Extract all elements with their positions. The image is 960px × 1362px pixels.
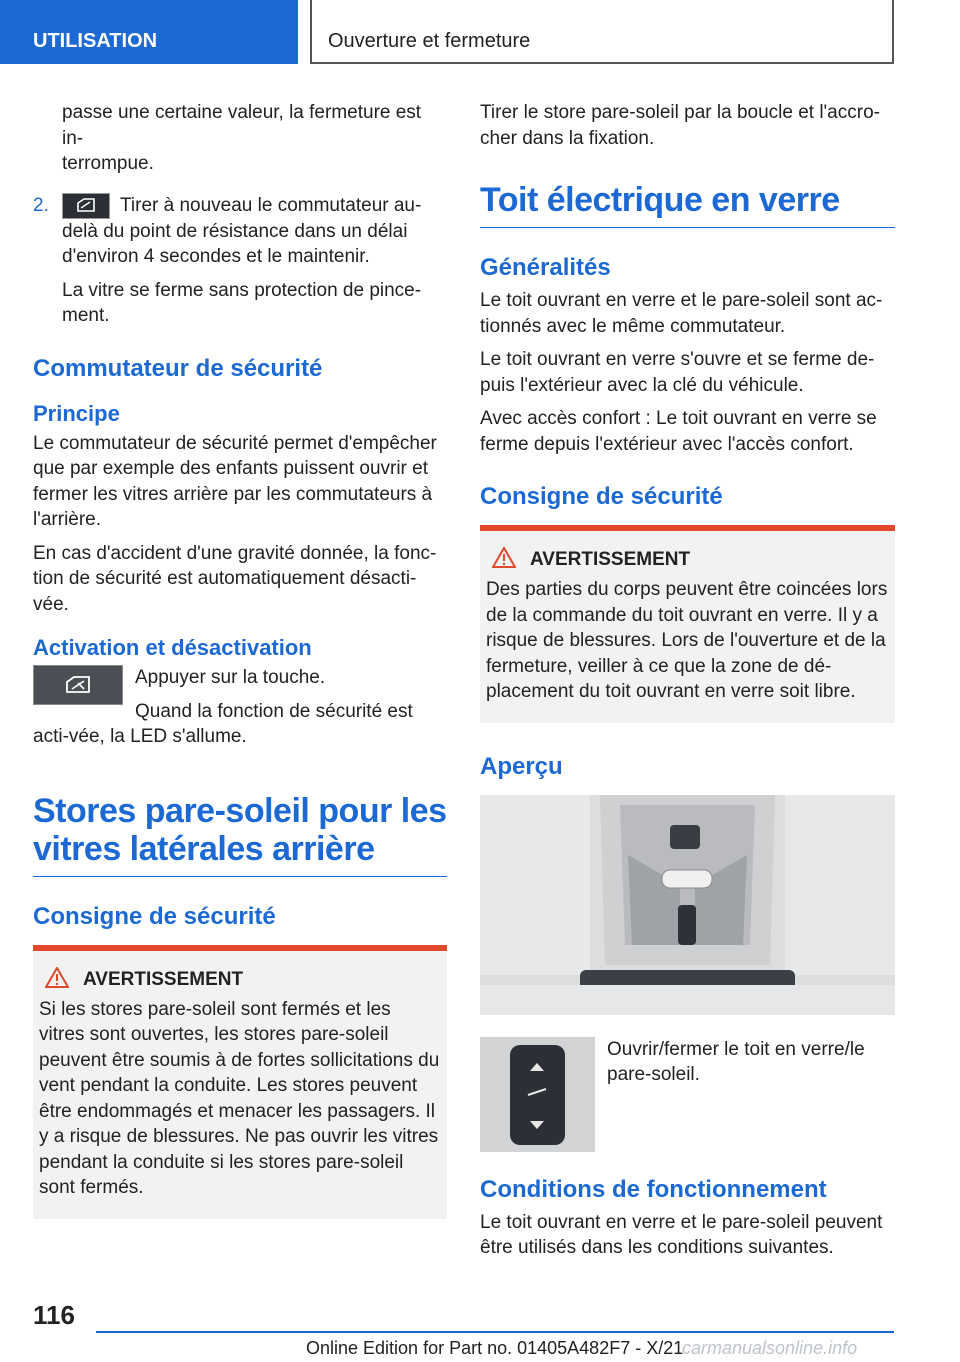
watermark: carmanualsonline.info	[682, 1338, 858, 1358]
step-number: 2.	[33, 194, 49, 216]
warning-box-sunblinds	[33, 945, 447, 1219]
activation-text-2: Quand la fonction de sécurité est acti-vée, la LED s'allume.	[33, 700, 413, 747]
warning-text: Si les stores pare-soleil sont fermés et les vitres sont ouvertes, les stores pare-soleil peuvent être soumis à de fortes sollicitations du vent pendant la conduite. Les stores peuvent être endommagés et menacer les passagers. Il y a risque de blessures. Ne pas ouvrir les vitres pendant la conduite si les stores pare-soleil sont fermés.	[39, 998, 440, 1198]
principle-text-2: En cas d'accident d'une gravité donnée, la fonc-tion de sécurité est automatiquement désacti-vée.	[33, 542, 437, 615]
sunblind-hook-text: Tirer le store pare-soleil par la boucle et l'accro-cher dans la fixation.	[480, 102, 880, 149]
warning-triangle-icon	[45, 967, 69, 988]
warning-box-roof	[480, 525, 895, 723]
step-2-text: Tirer à nouveau le commutateur au-delà du point de résistance dans un délai d'environ 4 secondes et le maintenir.	[62, 194, 422, 267]
safety-switch-heading: Commutateur de sécurité	[33, 354, 323, 382]
overhead-console-photo	[480, 795, 895, 1015]
activation-text-1: Appuyer sur la touche.	[135, 667, 326, 688]
roof-safety-heading: Consigne de sécurité	[480, 483, 723, 510]
chapter-title: Ouverture et fermeture	[310, 0, 894, 64]
conditions-heading: Conditions de fonctionnement	[480, 1175, 827, 1203]
sunblinds-heading: Stores pare-soleil pour les vitres latérales arrière	[33, 792, 447, 877]
step-2-note: La vitre se ferme sans protection de pince-ment.	[62, 279, 422, 326]
principle-text-1: Le commutateur de sécurité permet d'empêcher que par exemple des enfants puissent ouvrir et fermer les vitres arrière par les commutateurs à l'arrière.	[33, 432, 437, 530]
window-switch-icon	[62, 193, 110, 219]
general-text-3: Avec accès confort : Le toit ouvrant en verre se ferme depuis l'extérieur avec l'accès confort.	[480, 408, 877, 455]
roof-switch-photo	[480, 1037, 595, 1152]
activation-heading: Activation et désactivation	[33, 635, 312, 660]
general-text-1: Le toit ouvrant en verre et le pare-soleil sont ac-tionnés avec le même commutateur.	[480, 290, 883, 337]
footer-divider	[96, 1331, 894, 1333]
left-column	[33, 100, 447, 1219]
warning-title: AVERTISSEMENT	[486, 547, 889, 571]
glass-roof-heading: Toit électrique en verre	[480, 181, 895, 228]
child-lock-button-icon	[33, 665, 123, 705]
step-2	[33, 193, 447, 270]
right-column	[480, 100, 895, 1269]
activation-block	[33, 665, 447, 758]
sunblinds-safety-heading: Consigne de sécurité	[33, 902, 276, 930]
roof-switch-row	[480, 1037, 895, 1152]
general-heading: Généralités	[480, 254, 611, 281]
section-tab[interactable]: UTILISATION	[0, 0, 298, 64]
warning-title: AVERTISSEMENT	[39, 967, 441, 991]
intro-text: passe une certaine valeur, la fermeture est in- terrompue.	[62, 102, 422, 174]
roof-switch-caption: Ouvrir/fermer le toit en verre/le pare-soleil.	[607, 1038, 865, 1085]
overview-heading: Aperçu	[480, 752, 563, 780]
general-text-2: Le toit ouvrant en verre s'ouvre et se ferme de-puis l'extérieur avec la clé du véhicule.	[480, 349, 875, 396]
warning-text: Des parties du corps peuvent être coincées lors de la commande du toit ouvrant en verre. Il y a risque de blessures. Lors de l'ouverture et de la fermeture, veiller à ce que la zone de dé-placement du toit ouvrant en verre soit libre.	[486, 579, 888, 702]
edition-text: Online Edition for Part no. 01405A482F7 - X/21	[306, 1338, 684, 1358]
conditions-text: Le toit ouvrant en verre et le pare-soleil peuvent être utilisés dans les conditions suivantes.	[480, 1211, 883, 1258]
page-number: 116	[33, 1300, 75, 1330]
warning-triangle-icon	[492, 547, 516, 568]
principle-heading: Principe	[33, 400, 120, 426]
